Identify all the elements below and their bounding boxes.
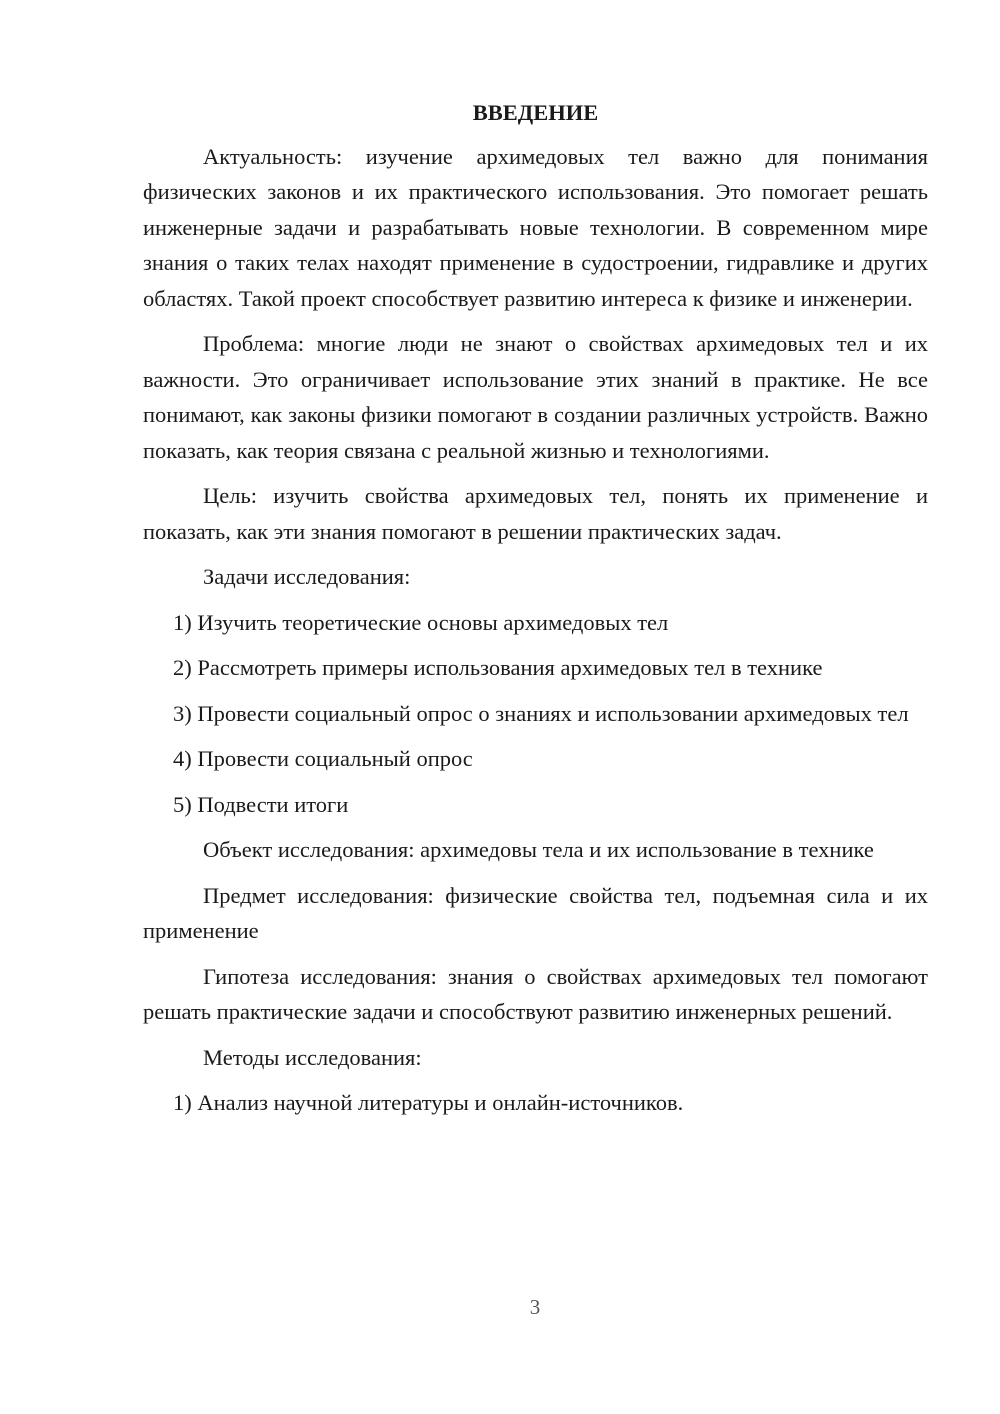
task-item-2: 2) Рассмотреть примеры использования архимедовых тел в технике: [173, 655, 823, 680]
task-item-5: 5) Подвести итоги: [173, 791, 349, 817]
relevance-paragraph: Актуальность: изучение архимедовых тел важно для понимания физических законов и их практического использования. Это помогает решать инженерные задачи и разрабатывать новые технологии. В современном мире знания о таких телах находят применение в судостроении, гидравлике и других областях. Такой проект способствует развитию интереса к физике и инженерии.: [143, 143, 928, 311]
tasks-heading: Задачи исследования:: [203, 564, 411, 589]
task-item-1: 1) Изучить теоретические основы архимедовых тел: [173, 609, 669, 635]
document-page: [143, 95, 928, 1131]
task-item-3: 3) Провести социальный опрос о знаниях и использовании архимедовых тел: [173, 700, 909, 726]
section-title: ВВЕДЕНИЕ: [472, 100, 599, 125]
page-number: 3: [529, 1295, 541, 1319]
problem-paragraph: Проблема: многие люди не знают о свойствах архимедовых тел и их важности. Это ограничивает использование этих знаний в практике. Не все понимают, как законы физики помогают в создании различных устройств. Важно показать, как теория связана с реальной жизнью и технологиями.: [143, 331, 928, 463]
methods-heading: Методы исследования:: [203, 1044, 422, 1070]
method-item-1: 1) Анализ научной литературы и онлайн-источников.: [173, 1090, 684, 1115]
object-paragraph: Объект исследования: архимедовы тела и их использование в технике: [203, 837, 874, 862]
hypothesis-paragraph: Гипотеза исследования: знания о свойствах архимедовых тел помогают решать практические задачи и способствуют развитию инженерных решений.: [143, 963, 928, 1024]
goal-paragraph: Цель: изучить свойства архимедовых тел, понять их применение и показать, как эти знания помогают в решении практических задач.: [143, 483, 928, 544]
subject-paragraph: Предмет исследования: физические свойства тел, подъемная сила и их применение: [143, 882, 928, 943]
task-item-4: 4) Провести социальный опрос: [173, 746, 473, 771]
